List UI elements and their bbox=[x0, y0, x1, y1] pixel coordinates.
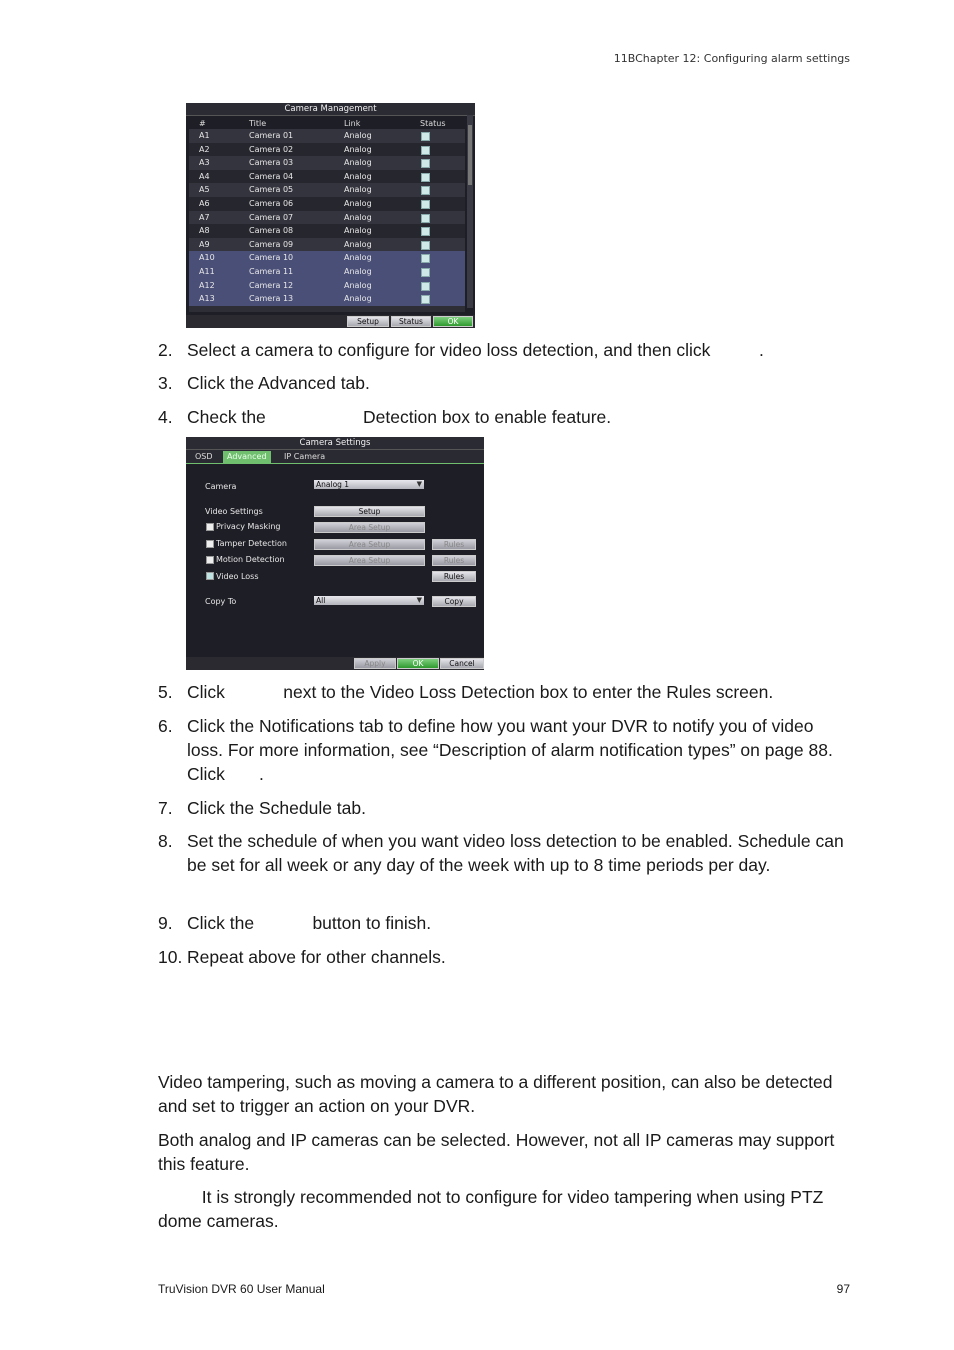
chevron-down-icon: ▼ bbox=[416, 480, 422, 488]
row-link: Analog bbox=[344, 253, 372, 263]
row-title: Camera 05 bbox=[249, 185, 294, 195]
row-title: Camera 02 bbox=[249, 144, 294, 154]
paragraph-tampering-intro: Video tampering, such as moving a camera to a different position, can also be detected and set to trigger an action on your DVR. bbox=[158, 1072, 833, 1116]
step-text: Click the Schedule tab. bbox=[187, 798, 366, 818]
row-link: Analog bbox=[344, 280, 372, 290]
row-num: A11 bbox=[199, 266, 215, 276]
row-title: Camera 07 bbox=[249, 212, 294, 222]
step-number: 8. bbox=[158, 831, 173, 851]
footer-page-number: 97 bbox=[836, 1282, 850, 1296]
row-link: Analog bbox=[344, 266, 372, 276]
step-text: Click next to the Video Loss Detection box to enter the Rules screen. bbox=[187, 682, 774, 702]
row-link: Analog bbox=[344, 144, 372, 154]
step-number: 2. bbox=[158, 340, 173, 360]
ok-button[interactable]: OK bbox=[433, 316, 473, 327]
tamper-rules-button[interactable]: Rules bbox=[432, 539, 476, 550]
video-setup-button[interactable]: Setup bbox=[314, 506, 425, 517]
step-number: 5. bbox=[158, 682, 173, 702]
row-title: Camera 11 bbox=[249, 266, 294, 276]
video-loss-checkbox[interactable] bbox=[206, 572, 214, 580]
vertical-scrollbar[interactable] bbox=[467, 115, 473, 308]
row-num: A3 bbox=[199, 158, 210, 168]
cancel-button[interactable]: Cancel bbox=[440, 658, 484, 669]
copy-to-value: All bbox=[316, 596, 326, 605]
status-check-icon bbox=[421, 132, 430, 141]
copy-to-label: Copy To bbox=[205, 597, 237, 606]
row-link: Analog bbox=[344, 131, 372, 140]
tamper-detection-label: Tamper Detection bbox=[216, 539, 287, 548]
table-row[interactable] bbox=[189, 238, 465, 252]
step-text: Check the Detection box to enable feature. bbox=[187, 407, 612, 427]
row-title: Camera 03 bbox=[249, 158, 294, 168]
status-button[interactable]: Status bbox=[391, 316, 431, 327]
step-text: Repeat above for other channels. bbox=[187, 947, 446, 967]
step-text: Click the Notifications tab to define how you want your DVR to notify you of video loss. For more information, see “Description of alarm notification types” on page 88. Click . bbox=[187, 716, 838, 784]
row-title: Camera 12 bbox=[249, 280, 294, 290]
row-link: Analog bbox=[344, 212, 372, 222]
tamper-area-setup-button[interactable]: Area Setup bbox=[314, 539, 425, 550]
horizontal-scrollbar[interactable] bbox=[189, 306, 465, 312]
camera-select-value: Analog 1 bbox=[316, 480, 350, 489]
camera-management-screenshot bbox=[186, 103, 475, 328]
status-check-icon bbox=[421, 295, 430, 304]
table-row[interactable] bbox=[189, 292, 465, 306]
row-link: Analog bbox=[344, 171, 372, 181]
privacy-masking-label: Privacy Masking bbox=[216, 522, 281, 531]
row-link: Analog bbox=[344, 239, 372, 249]
step-number: 10. bbox=[158, 947, 183, 967]
table-row[interactable] bbox=[189, 211, 465, 225]
row-link: Analog bbox=[344, 185, 372, 195]
table-row[interactable] bbox=[189, 143, 465, 157]
camera-table-body bbox=[189, 129, 465, 306]
row-link: Analog bbox=[344, 294, 372, 304]
camera-settings-title: Camera Settings bbox=[186, 437, 484, 450]
motion-area-setup-button[interactable]: Area Setup bbox=[314, 555, 425, 566]
step-number: 3. bbox=[158, 373, 173, 393]
col-title: Title bbox=[249, 119, 267, 128]
step-number: 4. bbox=[158, 407, 173, 427]
row-num: A2 bbox=[199, 144, 210, 154]
button-bar bbox=[186, 657, 484, 670]
table-row[interactable] bbox=[189, 265, 465, 279]
status-check-icon bbox=[421, 146, 430, 155]
motion-detection-checkbox[interactable] bbox=[206, 556, 214, 564]
status-check-icon bbox=[421, 241, 430, 250]
tamper-detection-checkbox[interactable] bbox=[206, 540, 214, 548]
row-title: Camera 09 bbox=[249, 239, 294, 249]
step-6 bbox=[158, 714, 848, 788]
camera-settings-screenshot bbox=[186, 437, 484, 670]
table-row[interactable] bbox=[189, 156, 465, 170]
row-link: Analog bbox=[344, 158, 372, 168]
motion-rules-button[interactable]: Rules bbox=[432, 555, 476, 566]
row-num: A10 bbox=[199, 253, 215, 263]
paragraph-camera-support: Both analog and IP cameras can be selected. However, not all IP cameras may support this feature. bbox=[158, 1130, 835, 1174]
tab-osd[interactable]: OSD bbox=[195, 452, 213, 461]
step-text: Set the schedule of when you want video loss detection to be enabled. Schedule can be set for all week or any day of the week with up to 8 time periods per day. bbox=[187, 831, 844, 875]
row-title: Camera 13 bbox=[249, 294, 294, 304]
button-bar bbox=[186, 315, 475, 328]
table-row[interactable] bbox=[189, 251, 465, 265]
row-num: A7 bbox=[199, 212, 210, 222]
video-loss-rules-button[interactable]: Rules bbox=[432, 571, 476, 582]
row-title: Camera 01 bbox=[249, 131, 294, 140]
video-settings-label: Video Settings bbox=[205, 507, 263, 516]
chevron-down-icon: ▼ bbox=[416, 596, 422, 604]
status-check-icon bbox=[421, 159, 430, 168]
footer-manual-title: TruVision DVR 60 User Manual bbox=[158, 1282, 325, 1296]
status-check-icon bbox=[421, 254, 430, 263]
status-check-icon bbox=[421, 282, 430, 291]
apply-button[interactable]: Apply bbox=[354, 658, 396, 669]
camera-label: Camera bbox=[205, 482, 237, 491]
row-num: A6 bbox=[199, 198, 210, 208]
status-check-icon bbox=[421, 214, 430, 223]
step-8 bbox=[158, 829, 848, 903]
step-text: Select a camera to configure for video loss detection, and then click . bbox=[187, 340, 764, 360]
privacy-area-setup-button[interactable]: Area Setup bbox=[314, 522, 425, 533]
settings-tabs bbox=[186, 450, 484, 464]
status-check-icon bbox=[421, 200, 430, 209]
table-row[interactable] bbox=[189, 183, 465, 197]
row-title: Camera 10 bbox=[249, 253, 294, 263]
motion-detection-label: Motion Detection bbox=[216, 555, 285, 564]
step-number: 6. bbox=[158, 716, 173, 736]
status-check-icon bbox=[421, 227, 430, 236]
step-number: 7. bbox=[158, 798, 173, 818]
copy-to-select[interactable] bbox=[314, 596, 424, 605]
row-num: A12 bbox=[199, 280, 215, 290]
table-row[interactable] bbox=[189, 170, 465, 184]
row-link: Analog bbox=[344, 226, 372, 236]
tab-advanced[interactable]: Advanced bbox=[223, 451, 271, 463]
step-text: Click the button to finish. bbox=[187, 913, 432, 933]
camera-management-title: Camera Management bbox=[186, 103, 475, 116]
row-title: Camera 04 bbox=[249, 171, 294, 181]
step-number: 9. bbox=[158, 913, 173, 933]
row-num: A13 bbox=[199, 294, 215, 304]
row-title: Camera 08 bbox=[249, 226, 294, 236]
status-check-icon bbox=[421, 186, 430, 195]
col-status: Status bbox=[420, 119, 446, 128]
col-num: # bbox=[199, 119, 206, 128]
table-row[interactable] bbox=[189, 197, 465, 211]
tab-ip-camera[interactable]: IP Camera bbox=[284, 452, 326, 461]
row-num: A8 bbox=[199, 226, 210, 236]
table-row[interactable] bbox=[189, 224, 465, 238]
ok-button[interactable]: OK bbox=[397, 658, 439, 669]
row-link: Analog bbox=[344, 198, 372, 208]
setup-button[interactable]: Setup bbox=[347, 316, 389, 327]
chapter-header: 11BChapter 12: Configuring alarm settings bbox=[613, 52, 850, 65]
step-text: Click the Advanced tab. bbox=[187, 373, 370, 393]
scrollbar-thumb[interactable] bbox=[468, 125, 472, 185]
row-num: A9 bbox=[199, 239, 210, 249]
status-check-icon bbox=[421, 173, 430, 182]
row-num: A1 bbox=[199, 131, 210, 140]
camera-select[interactable] bbox=[314, 480, 424, 489]
row-title: Camera 06 bbox=[249, 198, 294, 208]
copy-button[interactable]: Copy bbox=[432, 596, 476, 607]
table-row[interactable] bbox=[189, 129, 465, 143]
row-num: A5 bbox=[199, 185, 210, 195]
video-loss-label: Video Loss bbox=[216, 572, 259, 581]
table-row[interactable] bbox=[189, 279, 465, 293]
paragraph-ptz-note: It is strongly recommended not to configure for video tampering when using PTZ dome cameras. bbox=[158, 1187, 829, 1231]
privacy-masking-checkbox[interactable] bbox=[206, 523, 214, 531]
status-check-icon bbox=[421, 268, 430, 277]
row-num: A4 bbox=[199, 171, 210, 181]
col-link: Link bbox=[344, 119, 361, 128]
